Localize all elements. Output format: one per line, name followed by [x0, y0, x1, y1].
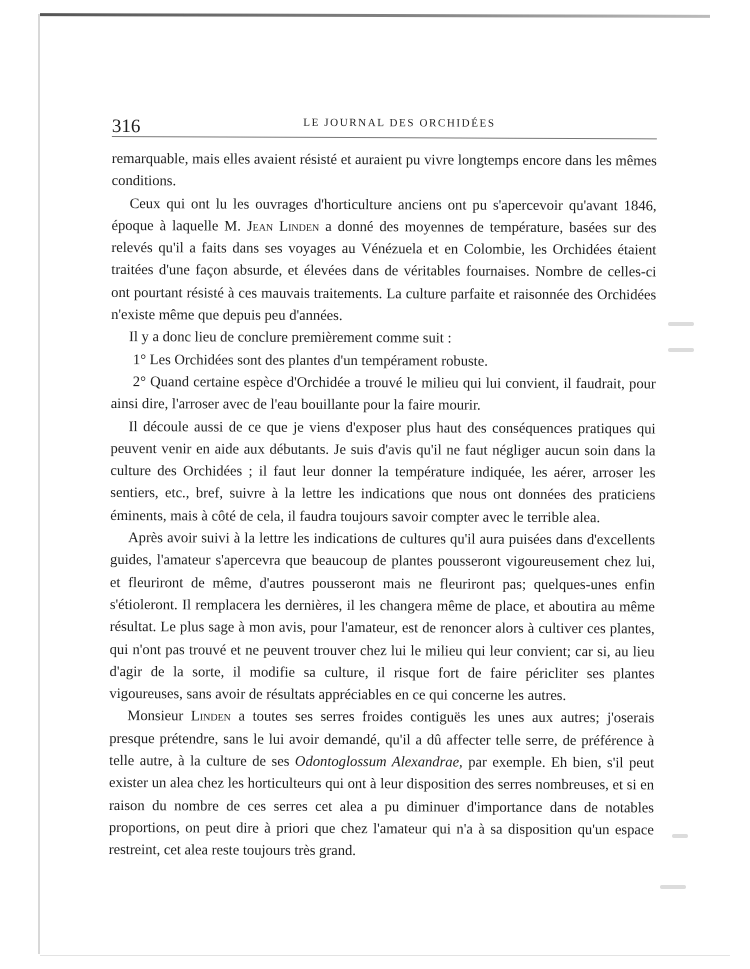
person-name-jean-linden: Jean Linden: [246, 218, 320, 235]
document-page: [109, 110, 657, 864]
paragraph-6-text-b: a toutes ses serres froides contiguës les unes aux autres; j'oserais presque prétendre, sans le lui avoir demandé, qu'il a dû affecter telle serre, de préférence à telle autre, à la culture de ses: [109, 708, 655, 770]
article-body: [109, 148, 657, 864]
scan-left-edge: [38, 14, 40, 954]
paragraph-6-text-a: Monsieur: [127, 708, 191, 725]
list-item-2: 2° Quand certaine espèce d'Orchidée a trouvé le milieu qui lui convient, il faudrait, pour ainsi dire, l'arroser avec de l'eau bouillante pour la faire mourir.: [110, 374, 656, 414]
list-item-1: 1° Les Orchidées sont des plantes d'un tempérament robuste.: [132, 351, 488, 370]
page-number: 316: [111, 115, 141, 138]
bleed-through-mark: [660, 885, 686, 889]
bleed-through-mark: [668, 322, 694, 326]
paragraph-3: Il y a donc lieu de conclure premièrement comme suit :: [128, 329, 452, 347]
paragraph-1: remarquable, mais elles avaient résisté et auraient pu vivre longtemps encore dans les mêmes conditions.: [111, 150, 657, 190]
paragraph-6: [109, 705, 655, 863]
running-head: [112, 110, 657, 139]
paragraph-6-text-c: par exemple. Eh bien, s'il peut exister un alea chez les horticulteurs qui ont à leur disposition des serres nombreuses, et si en raison du nombre de ces serres cet alea a pu diminuer d'importance dans de notables proportions, on peut dire à priori que chez l'amateur qui n'a à sa disposition qu'un espace restreint, cet alea reste toujours très grand.: [108, 754, 655, 860]
paragraph-4: Il découle aussi de ce que je viens d'exposer plus haut des conséquences pratiques qui peuvent venir en aide aux débutants. Je suis d'avis qu'il ne faut négliger aucun soin dans la culture des Orchidées ; il faut leur donner la température indiquée, les aérer, arroser les sentiers, etc., bref, suivre à la lettre les indications que nous ont données des praticiens éminents, mais à côté de cela, il faudra toujours savoir compter avec le terrible alea.: [110, 418, 656, 526]
bleed-through-mark: [672, 834, 688, 838]
species-name: Odontoglossum Alexandrae,: [294, 753, 463, 771]
paragraph-2-text-a: Ceux qui ont lu les ouvrages d'horticulture anciens ont pu s'apercevoir qu'avant 1846, époque à laquelle M.: [111, 195, 657, 235]
paragraph-5: Après avoir suivi à la lettre les indications de cultures qu'il aura puisées dans d'excellents guides, l'amateur s'apercevra que beaucoup de plantes pousseront vigoureusement chez lui, et fleuriront de même, d'autres pousseront mais ne fleuriront pas; quelques-unes enfin s'étioleront. Il remplacera les dernières, il les changera même de place, et aboutira au même résultat. Le plus sage à mon avis, pour l'amateur, est de renoncer alors à cultiver ces plantes, qui n'ont pas trouvé et ne peuvent trouver chez lui le milieu qui leur convient; car si, au lieu d'agir de la sorte, il modifie sa culture, il risque fort de faire péricliter ses plantes vigoureuses, sans avoir de résultats appréciables en ce qui concerne les autres.: [109, 530, 656, 705]
scan-bottom-edge: [40, 955, 730, 956]
person-name-linden: Linden: [190, 708, 231, 725]
bleed-through-mark: [668, 348, 694, 352]
journal-title: LE JOURNAL DES ORCHIDÉES: [303, 116, 496, 130]
paragraph-2: [111, 193, 657, 329]
scan-top-edge: [40, 13, 710, 18]
paragraph-2-text-b: a donné des moyennes de température, basées sur des relevés qu'il a faits dans ses voyages au Vénézuela et en Colombie, les Orchidées étaient traitées d'une façon absurde, et élevées dans de véritables fournaises. Nombre de celles-ci ont pourtant résisté à ces mauvais traitements. La culture parfaite et raisonnée des Orchidées n'existe même que depuis peu d'années.: [111, 218, 657, 325]
